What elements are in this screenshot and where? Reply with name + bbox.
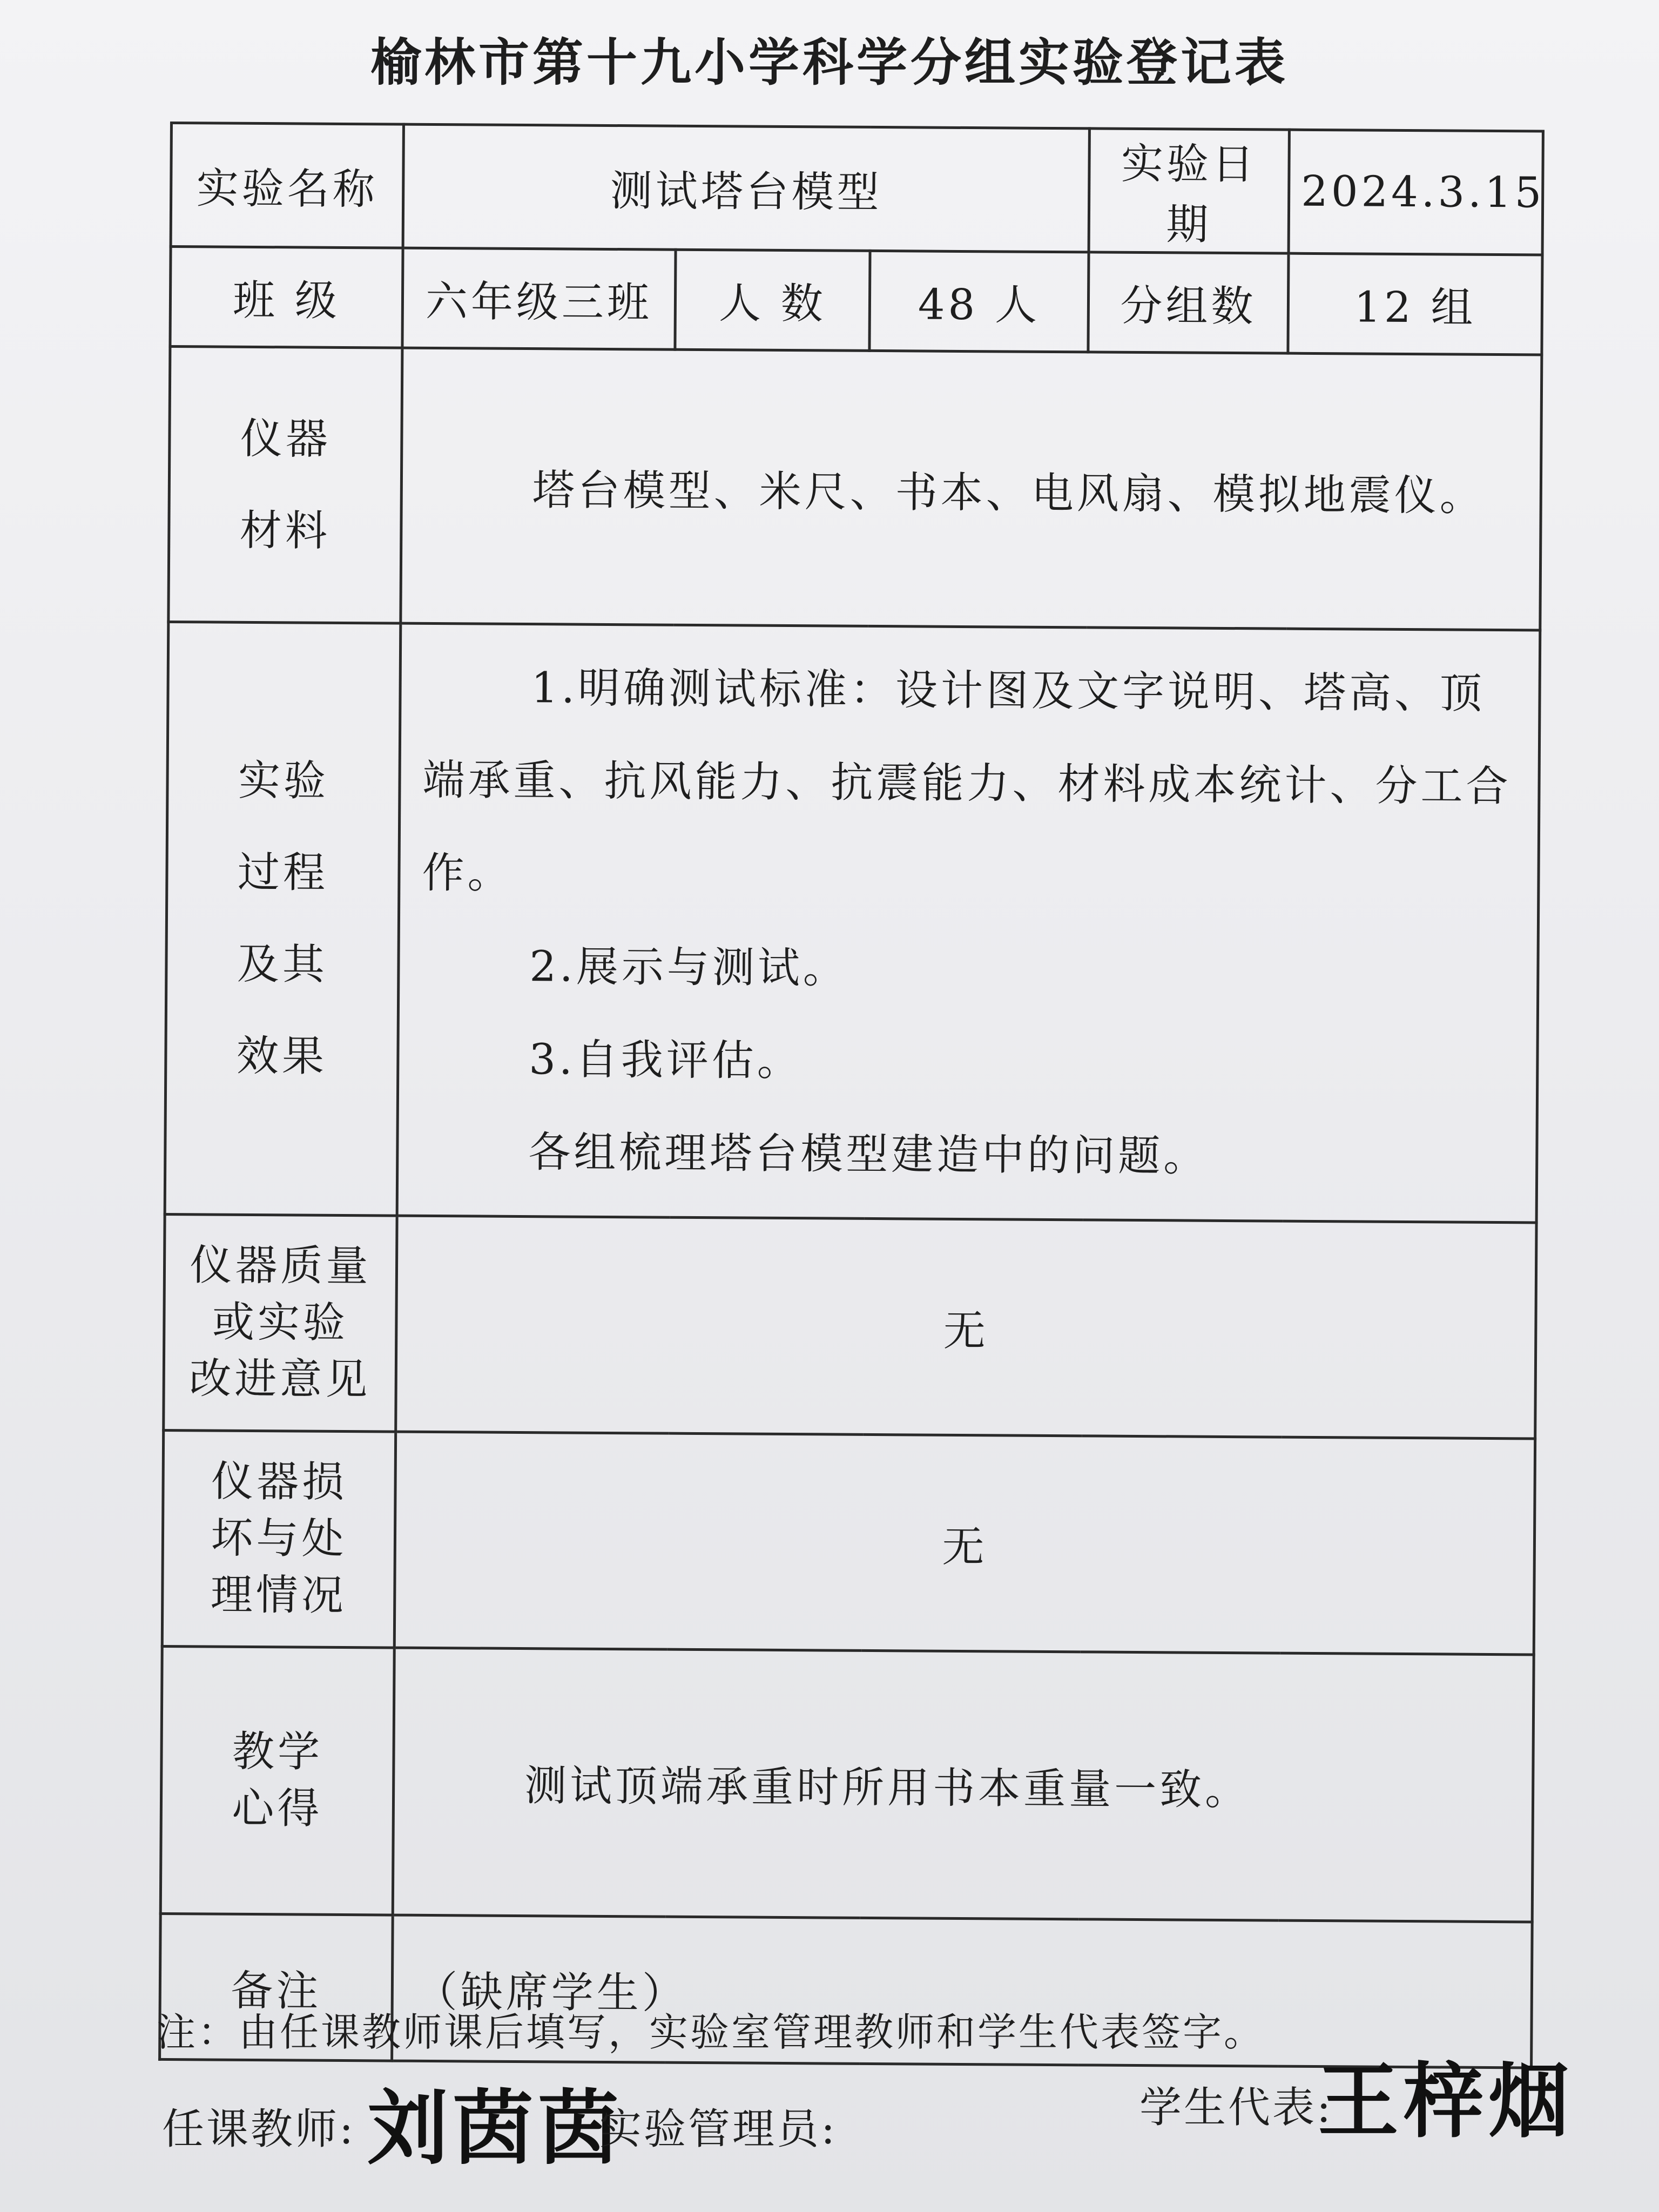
row-experiment-name — [171, 123, 1543, 255]
registration-table — [158, 122, 1545, 2069]
value-group-count: 12 组 — [1288, 253, 1542, 355]
process-step-4: 各组梳理塔台模型建造中的问题。 — [528, 1128, 1209, 1181]
label-group-count: 分组数 — [1088, 252, 1289, 353]
footer-note: 注：由任课教师课后填写，实验室管理教师和学生代表签字。 — [157, 2009, 1265, 2055]
label-remarks: 备注 — [160, 1913, 393, 2061]
label-equipment-line1: 仪器 — [240, 414, 332, 464]
value-teaching — [393, 1648, 1534, 1922]
student-label: 学生代表: — [1139, 2083, 1333, 2132]
label-quality-line2: 或实验 — [212, 1298, 349, 1347]
admin-label: 实验管理员: — [599, 2105, 838, 2154]
process-step-3: 3.自我评估。 — [529, 1035, 803, 1086]
label-process — [165, 622, 401, 1216]
row-equipment — [168, 347, 1542, 631]
label-quality-line3: 改进意见 — [188, 1354, 371, 1405]
row-class-info — [170, 247, 1542, 355]
label-process-line1: 实验 — [238, 756, 329, 806]
value-damage: 无 — [394, 1432, 1535, 1655]
value-class: 六年级三班 — [402, 248, 676, 349]
label-quality-line1: 仪器质量 — [190, 1240, 372, 1291]
label-teaching — [160, 1646, 394, 1915]
label-equipment-line2: 材料 — [239, 506, 331, 556]
value-equipment — [401, 348, 1542, 630]
label-damage — [162, 1430, 395, 1648]
label-process-line3: 及其 — [237, 940, 328, 989]
form-title: 榆林市第十九小学科学分组实验登记表 — [370, 33, 1289, 92]
student-signature: 王梓烟 — [1318, 2055, 1574, 2149]
value-remarks: （缺席学生） — [392, 1915, 1533, 2068]
teaching-text: 测试顶端承重时所用书本重量一致。 — [524, 1762, 1251, 1815]
value-experiment-date: 2024.3.15 — [1289, 130, 1543, 255]
label-headcount: 人 数 — [675, 249, 870, 350]
label-class: 班 级 — [170, 247, 403, 348]
process-step-2: 2.展示与测试。 — [529, 942, 849, 993]
value-process — [397, 623, 1540, 1223]
label-damage-line1: 仪器损 — [211, 1457, 348, 1507]
label-damage-line2: 坏与处 — [211, 1514, 347, 1563]
label-teaching-line2: 心得 — [232, 1784, 323, 1833]
label-experiment-date: 实验日期 — [1089, 129, 1289, 253]
process-step-1: 1.明确测试标准：设计图及文字说明、塔高、顶端承重、抗风能力、抗震能力、材料成本统计、分工合作。 — [422, 664, 1512, 898]
label-process-line4: 效果 — [236, 1031, 328, 1081]
label-equipment — [168, 347, 402, 624]
row-teaching — [160, 1646, 1534, 1922]
row-process — [165, 622, 1540, 1222]
value-experiment-name: 测试塔台模型 — [403, 124, 1089, 252]
teacher-label: 任课教师: — [162, 2105, 356, 2154]
value-headcount: 48 人 — [869, 251, 1089, 352]
label-experiment-name: 实验名称 — [171, 123, 403, 248]
teacher-signature: 刘茵茵 — [367, 2082, 624, 2176]
row-damage — [162, 1430, 1535, 1655]
label-quality — [164, 1214, 397, 1432]
label-damage-line3: 理情况 — [210, 1570, 347, 1621]
label-teaching-line1: 教学 — [232, 1727, 323, 1777]
row-quality — [164, 1214, 1536, 1439]
equipment-text: 塔台模型、米尺、书本、电风扇、模拟地震仪。 — [532, 466, 1486, 521]
value-quality: 无 — [396, 1216, 1536, 1439]
label-process-line2: 过程 — [237, 848, 329, 898]
